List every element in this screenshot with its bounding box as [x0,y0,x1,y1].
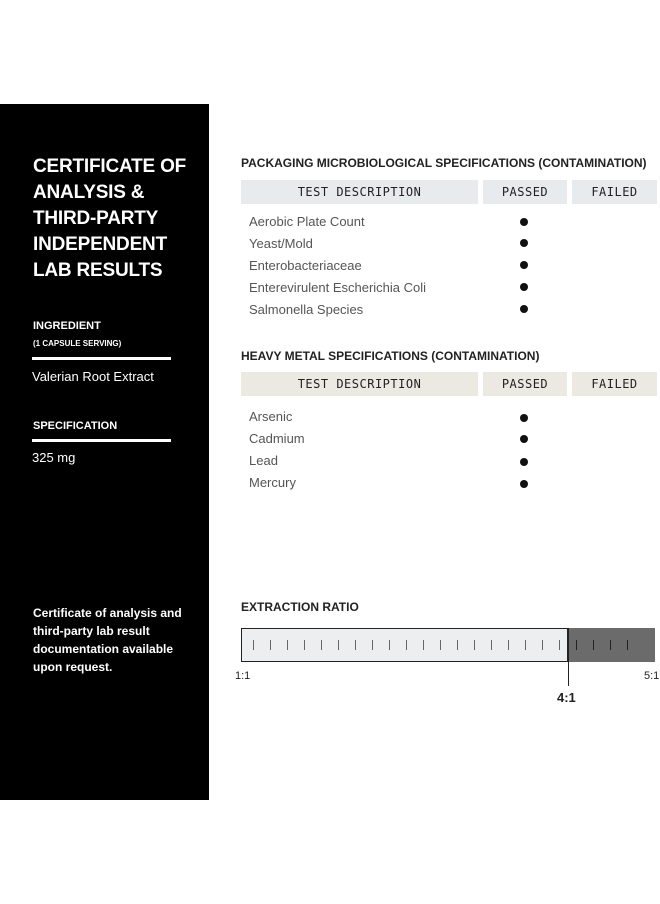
micro-row-label: Enterobacteriaceae [249,258,362,273]
extraction-tick [576,640,577,650]
ingredient-sublabel: (1 CAPSULE SERVING) [33,339,122,348]
metals-header-failed: FAILED [572,372,657,396]
metals-section-title: HEAVY METAL SPECIFICATIONS (CONTAMINATION) [241,349,540,363]
extraction-max-label: 5:1 [644,670,660,682]
extraction-tick [593,640,594,650]
ingredient-value: Valerian Root Extract [32,369,154,384]
metals-header-description: TEST DESCRIPTION [241,372,478,396]
extraction-tick [610,640,611,650]
micro-header-failed: FAILED [572,180,657,204]
micro-header-passed: PASSED [483,180,567,204]
extraction-tick [627,640,628,650]
micro-section-title: PACKAGING MICROBIOLOGICAL SPECIFICATIONS (CONTAMINATION) [241,156,647,170]
extraction-bar-light [241,628,568,662]
extraction-bar-fill [568,628,655,662]
micro-header-description: TEST DESCRIPTION [241,180,478,204]
extraction-tick [440,640,441,650]
specification-label: SPECIFICATION [33,420,118,432]
metals-row-label: Arsenic [249,409,293,424]
ingredient-label: INGREDIENT [33,320,101,332]
passed-dot [520,435,528,443]
micro-row-label: Aerobic Plate Count [249,214,365,229]
documentation-note: Certificate of analysis and third-party lab result documentation available upon request. [33,606,182,674]
extraction-tick [508,640,509,650]
extraction-value-label: 4:1 [557,690,576,705]
extraction-tick [304,640,305,650]
extraction-tick [542,640,543,650]
passed-dot [520,305,528,313]
extraction-tick [559,640,560,650]
passed-dot [520,218,528,226]
passed-dot [520,261,528,269]
extraction-tick [287,640,288,650]
extraction-tick [355,640,356,650]
certificate-title: CERTIFICATE OF ANALYSIS & THIRD-PARTY INDEPENDENT LAB RESULTS [33,156,187,281]
extraction-tick [253,640,254,650]
extraction-marker [568,628,569,686]
passed-dot [520,283,528,291]
metals-header-passed: PASSED [483,372,567,396]
passed-dot [520,414,528,422]
ingredient-divider [32,357,171,360]
passed-dot [520,458,528,466]
extraction-tick [525,640,526,650]
extraction-tick [423,640,424,650]
extraction-tick [457,640,458,650]
extraction-min-label: 1:1 [235,670,251,682]
extraction-tick [270,640,271,650]
passed-dot [520,239,528,247]
extraction-tick [372,640,373,650]
extraction-tick [321,640,322,650]
extraction-tick [491,640,492,650]
specification-value: 325 mg [32,450,76,465]
extraction-tick [338,640,339,650]
extraction-ratio-bar [241,628,655,662]
micro-row-label: Enterevirulent Escherichia Coli [249,280,427,295]
sidebar [0,104,209,800]
extraction-title: EXTRACTION RATIO [241,600,359,614]
metals-row-label: Cadmium [249,431,305,446]
extraction-tick [406,640,407,650]
metals-row-label: Mercury [249,475,296,490]
specification-divider [32,439,171,442]
micro-row-label: Yeast/Mold [249,236,313,251]
metals-row-label: Lead [249,453,278,468]
micro-row-label: Salmonella Species [249,302,364,317]
passed-dot [520,480,528,488]
extraction-tick [389,640,390,650]
extraction-tick [474,640,475,650]
